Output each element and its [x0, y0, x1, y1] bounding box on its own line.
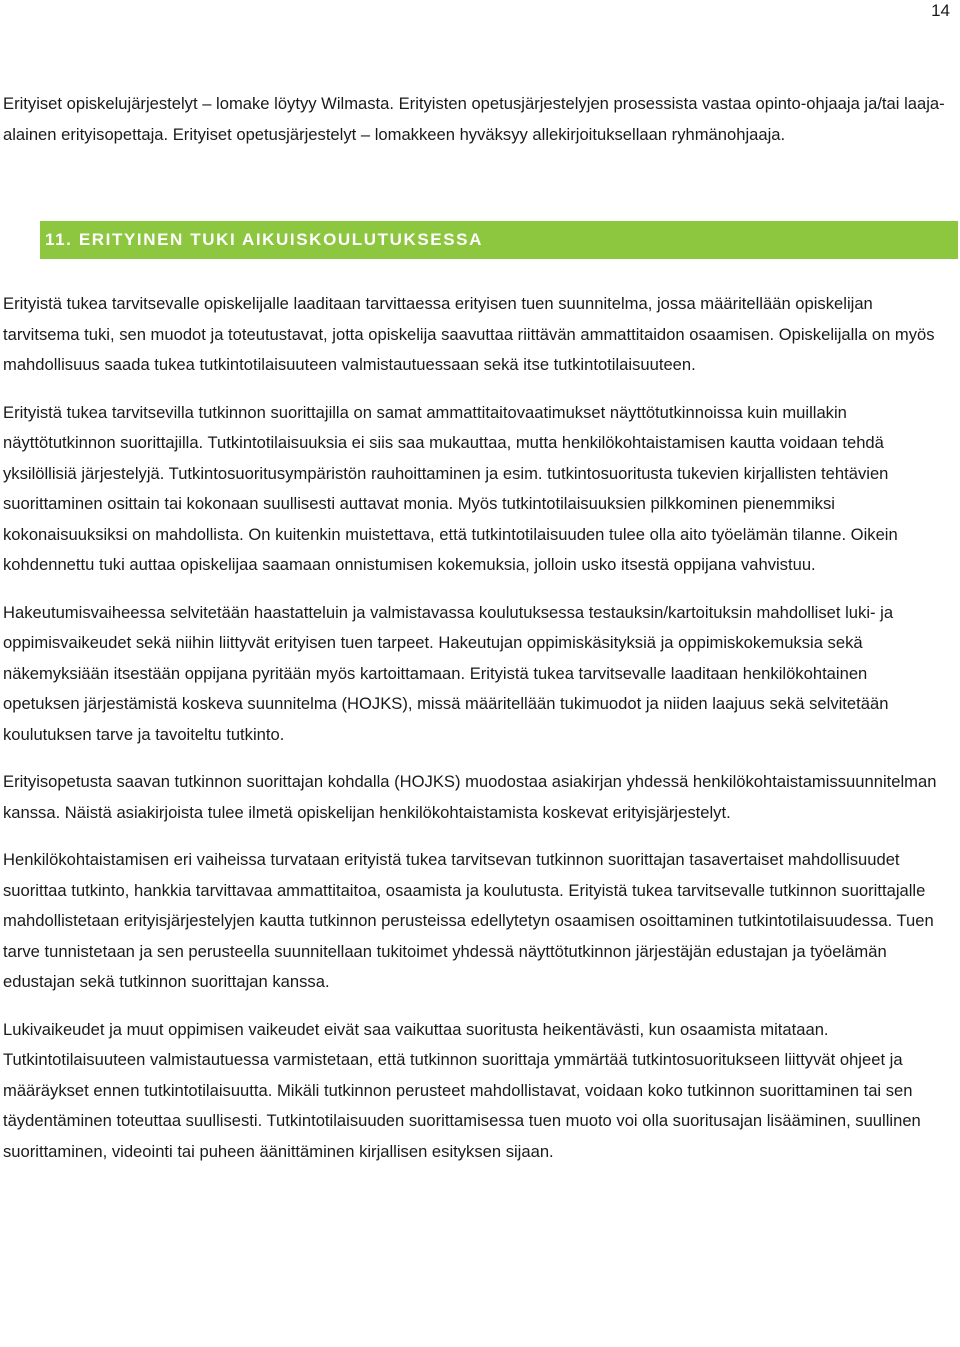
paragraph-4: Erityisopetusta saavan tutkinnon suorittajan kohdalla (HOJKS) muodostaa asiakirjan yhdessä henkilökohtaistamissuunnitelman kanssa. Näistä asiakirjoista tulee ilmetä opiskelijan henkilökohtaistamista koskevat erityisjärjestelyt.: [3, 772, 937, 822]
section-heading: 11. ERITYINEN TUKI AIKUISKOULUTUKSESSA: [45, 230, 483, 249]
document-body: [3, 89, 946, 1167]
paragraph-1: Erityistä tukea tarvitsevalle opiskelijalle laaditaan tarvittaessa erityisen tuen suunnitelma, jossa määritellään opiskelijan tarvitsema tuki, sen muodot ja toteutustavat, jotta opiskelija saavuttaa riittävän ammattitaidon osaamisen. Opiskelijalla on myös mahdollisuus saada tukea tutkintotilaisuuteen valmistautuessaan sekä itse tutkintotilaisuuteen.: [3, 294, 935, 374]
paragraph-2: Erityistä tukea tarvitsevilla tutkinnon suorittajilla on samat ammattitaitovaatimukset näyttötutkinnoissa kuin muillakin näyttötutkinnon suorittajilla. Tutkintotilaisuuksia ei siis saa mukauttaa, mutta henkilökohtaistamisen kautta voidaan tehdä yksilöllisiä järjestelyjä. Tutkintosuoritusympäristön rauhoittaminen ja esim. tutkintosuoritusta tukevien kirjallisten tehtävien suorittaminen osittain tai kokonaan suullisesti auttavat monia. Myös tutkintotilaisuuksien pilkkominen pienemmiksi kokonaisuuksiksi on mahdollista. On kuitenkin muistettava, että tutkintotilaisuuden tulee olla aito työelämän tilanne. Oikein kohdennettu tuki auttaa opiskelijaa saamaan onnistumisen kokemuksia, jolloin usko itsestä oppijana vahvistuu.: [3, 402, 898, 574]
paragraph-3: Hakeutumisvaiheessa selvitetään haastatteluin ja valmistavassa koulutuksessa testauksin/kartoituksin mahdolliset luki- ja oppimisvaikeudet sekä niihin liittyvät erityisen tuen tarpeet. Hakeutujan oppimiskäsityksiä ja oppimiskokemuksia sekä näkemyksiään itsestään oppijana pyritään myös kartoittamaan. Erityistä tukea tarvitsevalle laaditaan henkilökohtainen opetuksen järjestämistä koskeva suunnitelma (HOJKS), missä määritellään tukimuodot ja niiden laajuus sekä selvitetään koulutuksen tarve ja tavoiteltu tutkinto.: [3, 602, 894, 744]
page-number: 14: [931, 1, 950, 20]
section-heading-bar: [40, 221, 958, 259]
paragraph-5: Henkilökohtaistamisen eri vaiheissa turvataan erityistä tukea tarvitsevan tutkinnon suorittajan tasavertaiset mahdollisuudet suorittaa tutkinto, hankkia tarvittavaa ammattitaitoa, osaamista ja koulutusta. Erityistä tukea tarvitsevalle tutkinnon suorittajalle mahdollistetaan erityisjärjestelyjen kautta tutkinnon perusteissa edellytetyn osaamisen osoittaminen tutkintotilaisuudessa. Tuen tarve tunnistetaan ja sen perusteella suunnitellaan tukitoimet yhdessä näyttötutkinnon järjestäjän edustajan ja työelämän edustajan sekä tutkinnon suorittajan kanssa.: [3, 850, 934, 991]
paragraph-6: Lukivaikeudet ja muut oppimisen vaikeudet eivät saa vaikuttaa suoritusta heikentävästi, kun osaamista mitataan. Tutkintotilaisuuteen valmistautuessa varmistetaan, että tutkinnon suorittaja ymmärtää tutkintosuoritukseen liittyvät ohjeet ja määräykset ennen tutkintotilaisuutta. Mikäli tutkinnon perusteet mahdollistavat, voidaan koko tutkinnon suorittaminen tai sen täydentäminen toteuttaa suullisesti. Tutkintotilaisuuden suorittamisessa tuen muoto voi olla suoritusajan lisääminen, suullinen suorittaminen, videointi tai puheen äänittäminen kirjallisen esityksen sijaan.: [3, 1019, 921, 1161]
intro-paragraph: Erityiset opiskelujärjestelyt – lomake löytyy Wilmasta. Erityisten opetusjärjestelyjen prosessista vastaa opinto-ohjaaja ja/tai laaja-alainen erityisopettaja. Erityiset opetusjärjestelyt – lomakkeen hyväksyy allekirjoituksellaan ryhmänohjaaja.: [3, 94, 945, 144]
